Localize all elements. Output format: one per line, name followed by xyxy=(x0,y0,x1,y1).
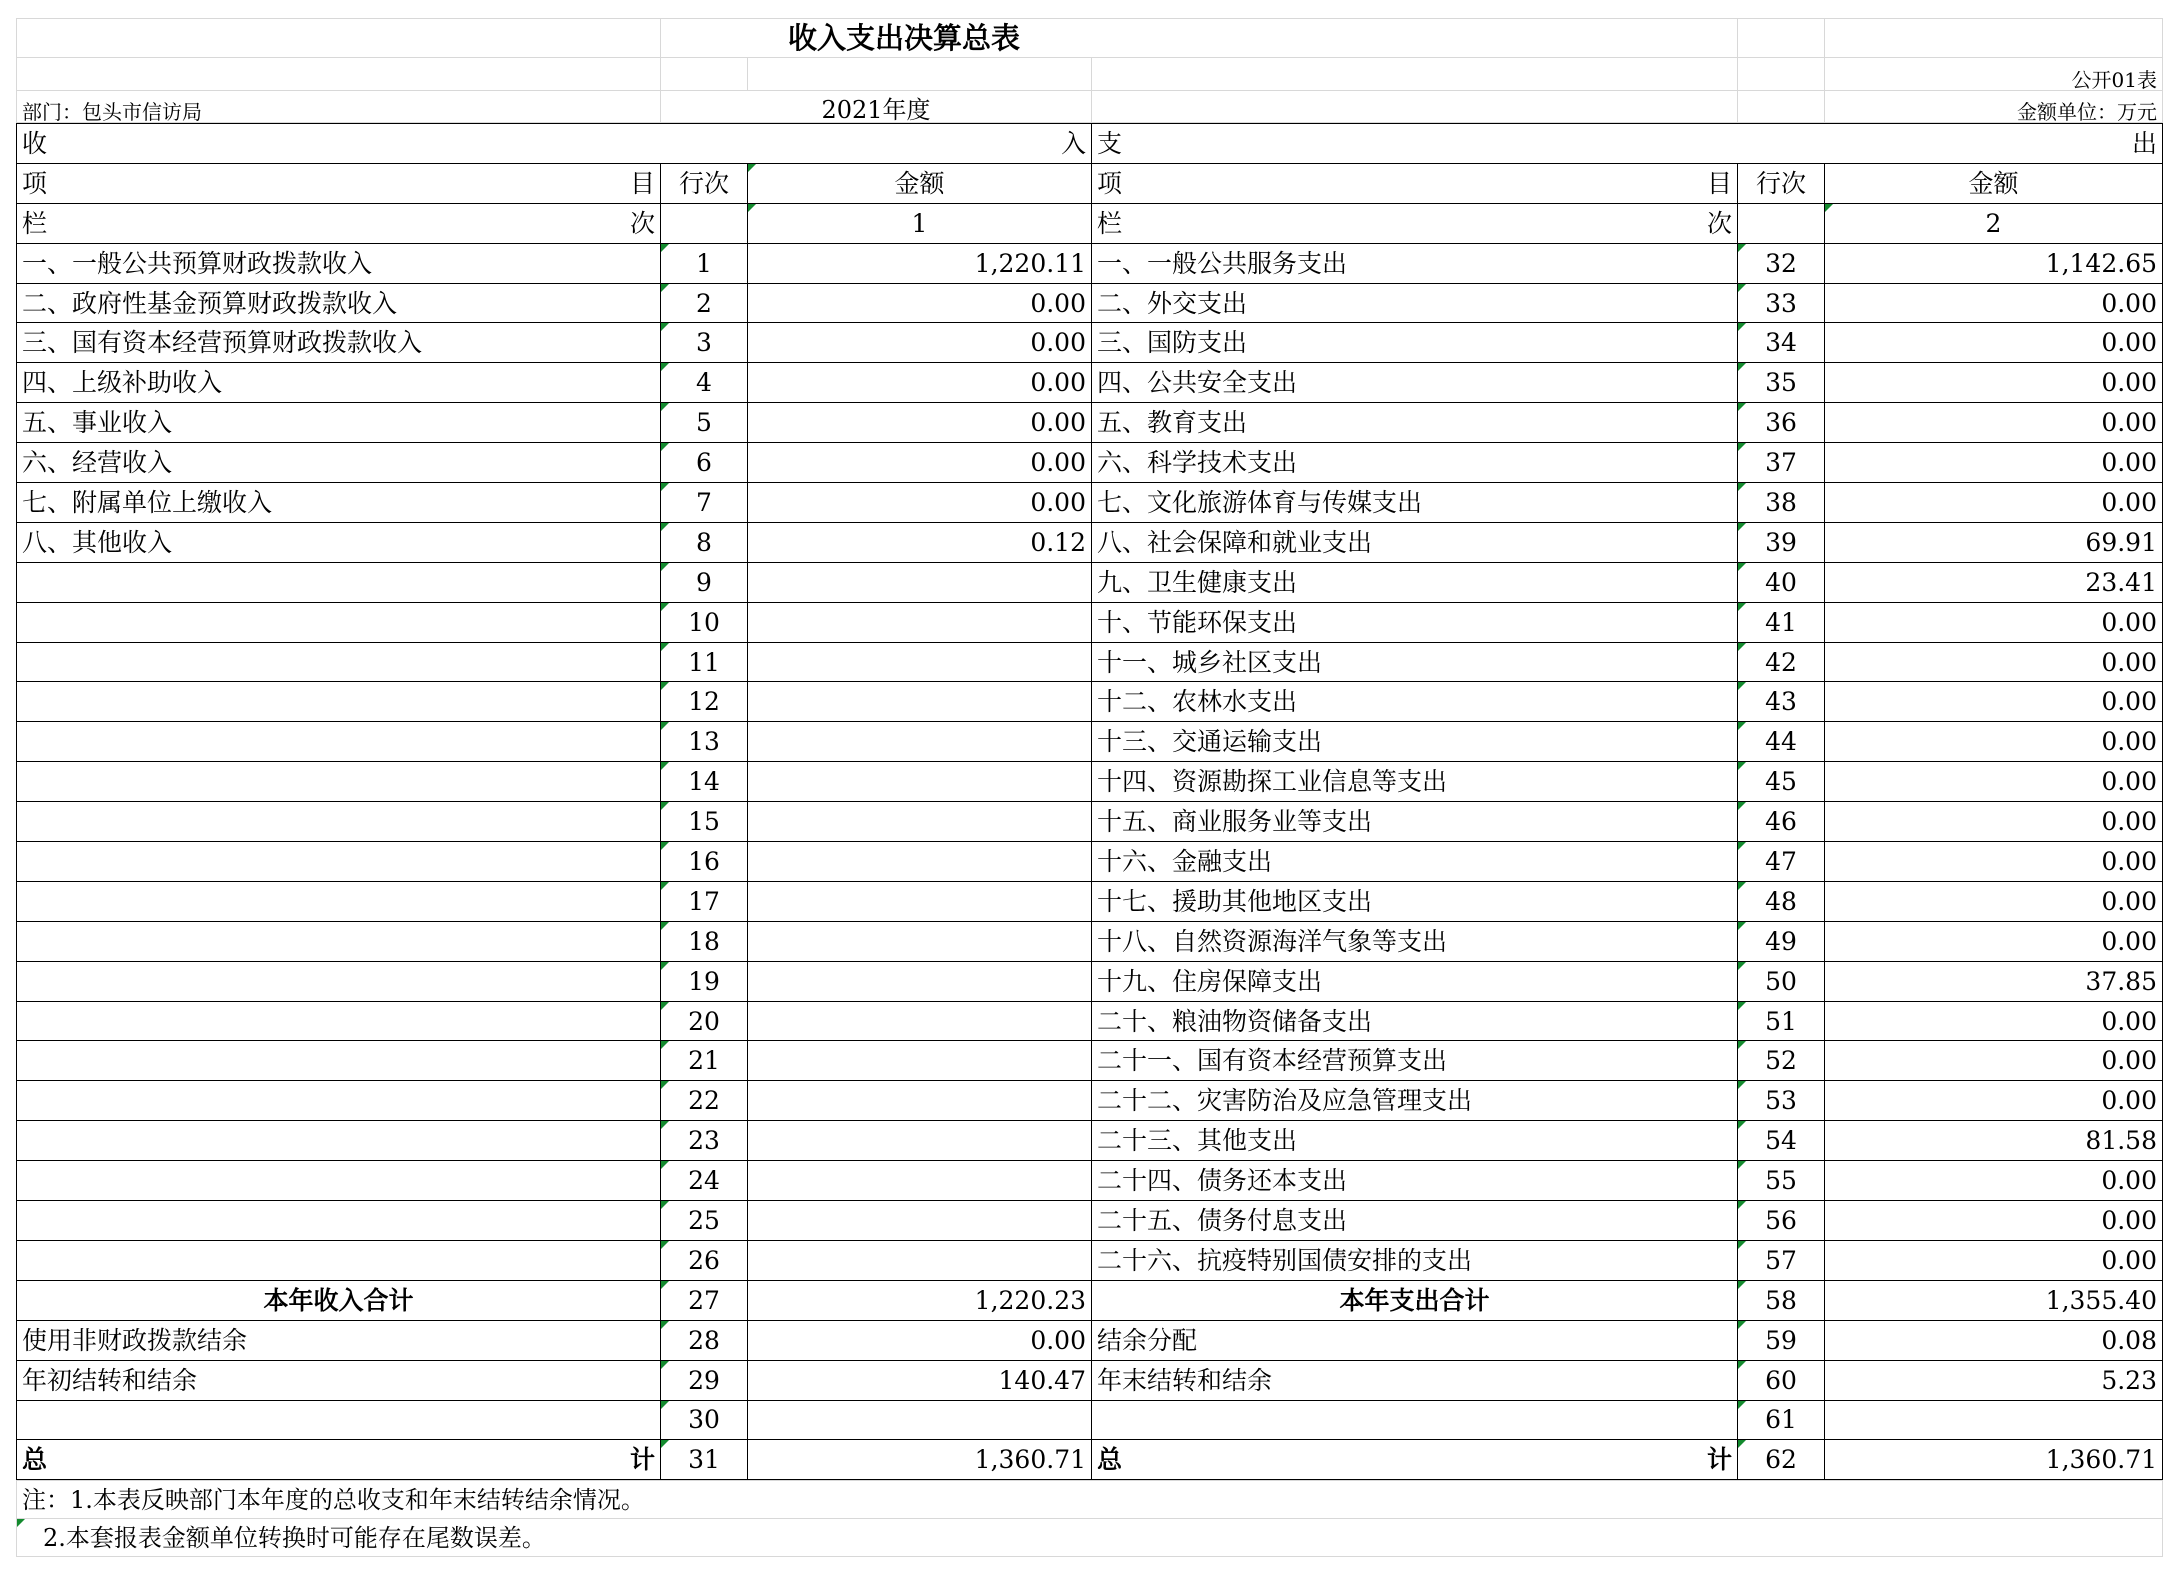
expense-amount: 0.00 xyxy=(1825,1041,2163,1081)
expense-line-number: 42 xyxy=(1738,642,1825,682)
table-row xyxy=(17,1360,2163,1400)
expense-item-name: 十五、商业服务业等支出 xyxy=(1092,802,1738,842)
table-row xyxy=(17,921,2163,961)
expense-item-name: 七、文化旅游体育与传媒支出 xyxy=(1092,483,1738,523)
income-item-name: 二、政府性基金预算财政拨款收入 xyxy=(17,283,661,323)
expense-item-name xyxy=(1092,1400,1738,1440)
expense-col-number: 2 xyxy=(1825,203,2163,243)
expense-item-name: 十六、金融支出 xyxy=(1092,842,1738,882)
income-line-number: 22 xyxy=(661,1081,748,1121)
expense-item-name: 三、国防支出 xyxy=(1092,323,1738,363)
income-item-name xyxy=(17,1201,661,1241)
expense-total-amount: 1,355.40 xyxy=(1825,1280,2163,1320)
expense-line-number: 53 xyxy=(1738,1081,1825,1121)
income-item-name: 一、一般公共预算财政拨款收入 xyxy=(17,243,661,283)
expense-amount: 1,142.65 xyxy=(1825,243,2163,283)
income-item-name xyxy=(17,802,661,842)
income-amount: 0.00 xyxy=(748,1320,1092,1360)
totals-row xyxy=(17,1280,2163,1320)
income-amount: 0.00 xyxy=(748,443,1092,483)
expense-amount: 0.00 xyxy=(1825,722,2163,762)
table-row xyxy=(17,1400,2163,1440)
expense-item-name: 结余分配 xyxy=(1092,1320,1738,1360)
income-grand-total-label: 总 计 xyxy=(17,1440,661,1480)
table-row xyxy=(17,443,2163,483)
income-amount xyxy=(748,1201,1092,1241)
expense-amount: 0.08 xyxy=(1825,1320,2163,1360)
expense-item-name: 四、公共安全支出 xyxy=(1092,363,1738,403)
expense-amount: 69.91 xyxy=(1825,522,2163,562)
income-item-name: 使用非财政拨款结余 xyxy=(17,1320,661,1360)
expense-item-name: 十七、援助其他地区支出 xyxy=(1092,881,1738,921)
table-row xyxy=(17,722,2163,762)
report-title: 收入支出决算总表 xyxy=(661,19,1738,58)
expense-line-number: 59 xyxy=(1738,1320,1825,1360)
income-item-name xyxy=(17,722,661,762)
expense-amount: 81.58 xyxy=(1825,1121,2163,1161)
income-line-number: 14 xyxy=(661,762,748,802)
income-amount xyxy=(748,642,1092,682)
table-row xyxy=(17,522,2163,562)
income-line-number: 18 xyxy=(661,921,748,961)
table-row xyxy=(17,881,2163,921)
table-row xyxy=(17,1161,2163,1201)
income-amount xyxy=(748,1081,1092,1121)
income-item-name xyxy=(17,842,661,882)
expense-line-number: 39 xyxy=(1738,522,1825,562)
table-row xyxy=(17,283,2163,323)
income-item-name xyxy=(17,762,661,802)
section-header-row xyxy=(17,124,2163,164)
table-row xyxy=(17,762,2163,802)
income-amount xyxy=(748,762,1092,802)
expense-amount: 0.00 xyxy=(1825,921,2163,961)
income-item-name: 七、附属单位上缴收入 xyxy=(17,483,661,523)
fiscal-year: 2021年度 xyxy=(661,91,1092,123)
expense-amount: 0.00 xyxy=(1825,602,2163,642)
income-line-number: 4 xyxy=(661,363,748,403)
income-line-number: 26 xyxy=(661,1240,748,1280)
expense-amount: 0.00 xyxy=(1825,642,2163,682)
expense-item-name: 二十五、债务付息支出 xyxy=(1092,1201,1738,1241)
income-item-name xyxy=(17,1400,661,1440)
income-amount xyxy=(748,1240,1092,1280)
expense-line-number: 34 xyxy=(1738,323,1825,363)
department-label: 部门：包头市信访局 xyxy=(17,91,661,123)
expense-line-number: 52 xyxy=(1738,1041,1825,1081)
expense-line-number: 51 xyxy=(1738,1001,1825,1041)
expense-line-number: 44 xyxy=(1738,722,1825,762)
expense-amount: 0.00 xyxy=(1825,1240,2163,1280)
income-amount xyxy=(748,1041,1092,1081)
expense-line-number: 33 xyxy=(1738,283,1825,323)
income-line-number: 30 xyxy=(661,1400,748,1440)
income-amount xyxy=(748,682,1092,722)
table-row xyxy=(17,1240,2163,1280)
expense-total-label: 本年支出合计 xyxy=(1092,1280,1738,1320)
income-col-number: 1 xyxy=(748,203,1092,243)
expense-amount: 0.00 xyxy=(1825,762,2163,802)
income-grand-total-amount: 1,360.71 xyxy=(748,1440,1092,1480)
expense-amount: 0.00 xyxy=(1825,842,2163,882)
income-line-number: 10 xyxy=(661,602,748,642)
income-line-number: 5 xyxy=(661,403,748,443)
expense-amount: 0.00 xyxy=(1825,1161,2163,1201)
income-line-number: 13 xyxy=(661,722,748,762)
income-col-label: 栏 次 xyxy=(17,203,661,243)
note-line-1: 注：1.本表反映部门本年度的总收支和年末结转结余情况。 xyxy=(17,1481,2163,1519)
income-amount: 0.00 xyxy=(748,283,1092,323)
income-amount xyxy=(748,1400,1092,1440)
expense-total-line: 58 xyxy=(1738,1280,1825,1320)
expense-amount xyxy=(1825,1400,2163,1440)
income-item-name: 三、国有资本经营预算财政拨款收入 xyxy=(17,323,661,363)
column-number-row xyxy=(17,203,2163,243)
expense-line-number: 43 xyxy=(1738,682,1825,722)
income-amount xyxy=(748,722,1092,762)
income-amount xyxy=(748,1001,1092,1041)
income-amount: 0.12 xyxy=(748,522,1092,562)
expense-amount: 0.00 xyxy=(1825,403,2163,443)
expense-grand-total-label: 总 计 xyxy=(1092,1440,1738,1480)
income-amount xyxy=(748,1161,1092,1201)
expense-line-number: 37 xyxy=(1738,443,1825,483)
table-row xyxy=(17,1201,2163,1241)
income-grand-total-line: 31 xyxy=(661,1440,748,1480)
expense-amount: 23.41 xyxy=(1825,562,2163,602)
expense-item-name: 十一、城乡社区支出 xyxy=(1092,642,1738,682)
expense-amount: 0.00 xyxy=(1825,363,2163,403)
income-line-number: 12 xyxy=(661,682,748,722)
expense-item-name: 二十二、灾害防治及应急管理支出 xyxy=(1092,1081,1738,1121)
expense-amount: 0.00 xyxy=(1825,802,2163,842)
income-line-number: 20 xyxy=(661,1001,748,1041)
expense-line-number: 47 xyxy=(1738,842,1825,882)
expense-item-header: 项 目 xyxy=(1092,163,1738,203)
income-line-header: 行次 xyxy=(661,163,748,203)
income-amount xyxy=(748,881,1092,921)
summary-table xyxy=(16,123,2163,1480)
table-row xyxy=(17,802,2163,842)
income-line-number: 24 xyxy=(661,1161,748,1201)
income-line-number: 17 xyxy=(661,881,748,921)
table-row xyxy=(17,1081,2163,1121)
expense-line-number: 49 xyxy=(1738,921,1825,961)
income-amount xyxy=(748,602,1092,642)
income-amount xyxy=(748,802,1092,842)
table-row xyxy=(17,562,2163,602)
income-line-number: 15 xyxy=(661,802,748,842)
expense-grand-total-amount: 1,360.71 xyxy=(1825,1440,2163,1480)
income-amount xyxy=(748,562,1092,602)
expense-item-name: 十、节能环保支出 xyxy=(1092,602,1738,642)
expense-line-number: 46 xyxy=(1738,802,1825,842)
income-line-number: 29 xyxy=(661,1360,748,1400)
income-item-name xyxy=(17,961,661,1001)
income-amount xyxy=(748,921,1092,961)
expense-item-name: 十九、住房保障支出 xyxy=(1092,961,1738,1001)
expense-amount-header: 金额 xyxy=(1825,163,2163,203)
income-line-number: 2 xyxy=(661,283,748,323)
expense-col-label: 栏 次 xyxy=(1092,203,1738,243)
table-row xyxy=(17,1041,2163,1081)
expense-line-number: 35 xyxy=(1738,363,1825,403)
income-item-name xyxy=(17,1081,661,1121)
expense-item-name: 年末结转和结余 xyxy=(1092,1360,1738,1400)
table-row xyxy=(17,1121,2163,1161)
income-item-name xyxy=(17,602,661,642)
income-amount: 0.00 xyxy=(748,403,1092,443)
expense-item-name: 十三、交通运输支出 xyxy=(1092,722,1738,762)
income-item-name xyxy=(17,642,661,682)
income-amount xyxy=(748,1121,1092,1161)
expense-line-number: 61 xyxy=(1738,1400,1825,1440)
expense-line-number: 57 xyxy=(1738,1240,1825,1280)
expense-line-number: 50 xyxy=(1738,961,1825,1001)
expense-line-number: 55 xyxy=(1738,1161,1825,1201)
income-item-name: 五、事业收入 xyxy=(17,403,661,443)
header-table xyxy=(16,18,2163,123)
income-line-number: 6 xyxy=(661,443,748,483)
expense-section-header: 支 出 xyxy=(1092,124,2163,164)
income-amount: 0.00 xyxy=(748,363,1092,403)
income-amount: 1,220.11 xyxy=(748,243,1092,283)
income-item-header: 项 目 xyxy=(17,163,661,203)
expense-line-number: 54 xyxy=(1738,1121,1825,1161)
income-total-label: 本年收入合计 xyxy=(17,1280,661,1320)
expense-item-name: 五、教育支出 xyxy=(1092,403,1738,443)
expense-line-header: 行次 xyxy=(1738,163,1825,203)
expense-amount: 0.00 xyxy=(1825,323,2163,363)
income-line-number: 16 xyxy=(661,842,748,882)
income-line-number: 7 xyxy=(661,483,748,523)
table-row xyxy=(17,403,2163,443)
expense-item-name: 十四、资源勘探工业信息等支出 xyxy=(1092,762,1738,802)
income-total-line: 27 xyxy=(661,1280,748,1320)
expense-item-name: 十八、自然资源海洋气象等支出 xyxy=(1092,921,1738,961)
notes-table xyxy=(16,1480,2163,1557)
expense-amount: 37.85 xyxy=(1825,961,2163,1001)
expense-line-number: 48 xyxy=(1738,881,1825,921)
expense-item-name: 二十四、债务还本支出 xyxy=(1092,1161,1738,1201)
table-row xyxy=(17,1320,2163,1360)
income-amount-header: 金额 xyxy=(748,163,1092,203)
income-amount: 0.00 xyxy=(748,323,1092,363)
note-line-2: 2.本套报表金额单位转换时可能存在尾数误差。 xyxy=(17,1519,2163,1557)
expense-item-name: 八、社会保障和就业支出 xyxy=(1092,522,1738,562)
income-line-number: 3 xyxy=(661,323,748,363)
income-line-number: 28 xyxy=(661,1320,748,1360)
expense-item-name: 六、科学技术支出 xyxy=(1092,443,1738,483)
expense-line-number: 36 xyxy=(1738,403,1825,443)
form-code: 公开01表 xyxy=(1825,58,2163,91)
income-line-number: 1 xyxy=(661,243,748,283)
expense-item-name: 九、卫生健康支出 xyxy=(1092,562,1738,602)
income-amount xyxy=(748,961,1092,1001)
expense-item-name: 二十一、国有资本经营预算支出 xyxy=(1092,1041,1738,1081)
table-row xyxy=(17,1001,2163,1041)
expense-line-number: 38 xyxy=(1738,483,1825,523)
income-line-number: 19 xyxy=(661,961,748,1001)
table-row xyxy=(17,602,2163,642)
expense-line-number: 56 xyxy=(1738,1201,1825,1241)
table-row xyxy=(17,682,2163,722)
income-amount xyxy=(748,842,1092,882)
income-item-name xyxy=(17,1161,661,1201)
expense-line-number: 45 xyxy=(1738,762,1825,802)
expense-amount: 5.23 xyxy=(1825,1360,2163,1400)
income-line-number: 11 xyxy=(661,642,748,682)
income-item-name: 年初结转和结余 xyxy=(17,1360,661,1400)
expense-item-name: 十二、农林水支出 xyxy=(1092,682,1738,722)
income-item-name xyxy=(17,881,661,921)
table-row xyxy=(17,961,2163,1001)
income-item-name: 六、经营收入 xyxy=(17,443,661,483)
report-sheet xyxy=(16,18,2162,1557)
table-row xyxy=(17,363,2163,403)
expense-item-name: 二、外交支出 xyxy=(1092,283,1738,323)
income-item-name xyxy=(17,1001,661,1041)
income-item-name xyxy=(17,1041,661,1081)
income-item-name: 八、其他收入 xyxy=(17,522,661,562)
expense-line-number: 41 xyxy=(1738,602,1825,642)
income-line-number: 21 xyxy=(661,1041,748,1081)
income-item-name xyxy=(17,682,661,722)
table-row xyxy=(17,483,2163,523)
grand-total-row xyxy=(17,1440,2163,1480)
income-line-number: 9 xyxy=(661,562,748,602)
table-row xyxy=(17,842,2163,882)
expense-line-number: 60 xyxy=(1738,1360,1825,1400)
expense-amount: 0.00 xyxy=(1825,1201,2163,1241)
expense-item-name: 二十、粮油物资储备支出 xyxy=(1092,1001,1738,1041)
expense-amount: 0.00 xyxy=(1825,283,2163,323)
income-section-header: 收 入 xyxy=(17,124,1092,164)
expense-amount: 0.00 xyxy=(1825,1001,2163,1041)
expense-amount: 0.00 xyxy=(1825,483,2163,523)
expense-item-name: 一、一般公共服务支出 xyxy=(1092,243,1738,283)
table-row xyxy=(17,642,2163,682)
expense-amount: 0.00 xyxy=(1825,682,2163,722)
expense-amount: 0.00 xyxy=(1825,881,2163,921)
expense-grand-total-line: 62 xyxy=(1738,1440,1825,1480)
income-amount: 0.00 xyxy=(748,483,1092,523)
expense-item-name: 二十三、其他支出 xyxy=(1092,1121,1738,1161)
expense-item-name: 二十六、抗疫特别国债安排的支出 xyxy=(1092,1240,1738,1280)
income-line-number: 23 xyxy=(661,1121,748,1161)
expense-line-number: 40 xyxy=(1738,562,1825,602)
income-item-name xyxy=(17,1121,661,1161)
table-row xyxy=(17,243,2163,283)
expense-line-number: 32 xyxy=(1738,243,1825,283)
income-item-name xyxy=(17,1240,661,1280)
income-item-name xyxy=(17,562,661,602)
income-item-name: 四、上级补助收入 xyxy=(17,363,661,403)
expense-amount: 0.00 xyxy=(1825,443,2163,483)
income-line-number: 8 xyxy=(661,522,748,562)
income-item-name xyxy=(17,921,661,961)
income-total-amount: 1,220.23 xyxy=(748,1280,1092,1320)
column-header-row xyxy=(17,163,2163,203)
income-amount: 140.47 xyxy=(748,1360,1092,1400)
income-line-number: 25 xyxy=(661,1201,748,1241)
expense-amount: 0.00 xyxy=(1825,1081,2163,1121)
table-row xyxy=(17,323,2163,363)
amount-unit: 金额单位：万元 xyxy=(1825,91,2163,123)
